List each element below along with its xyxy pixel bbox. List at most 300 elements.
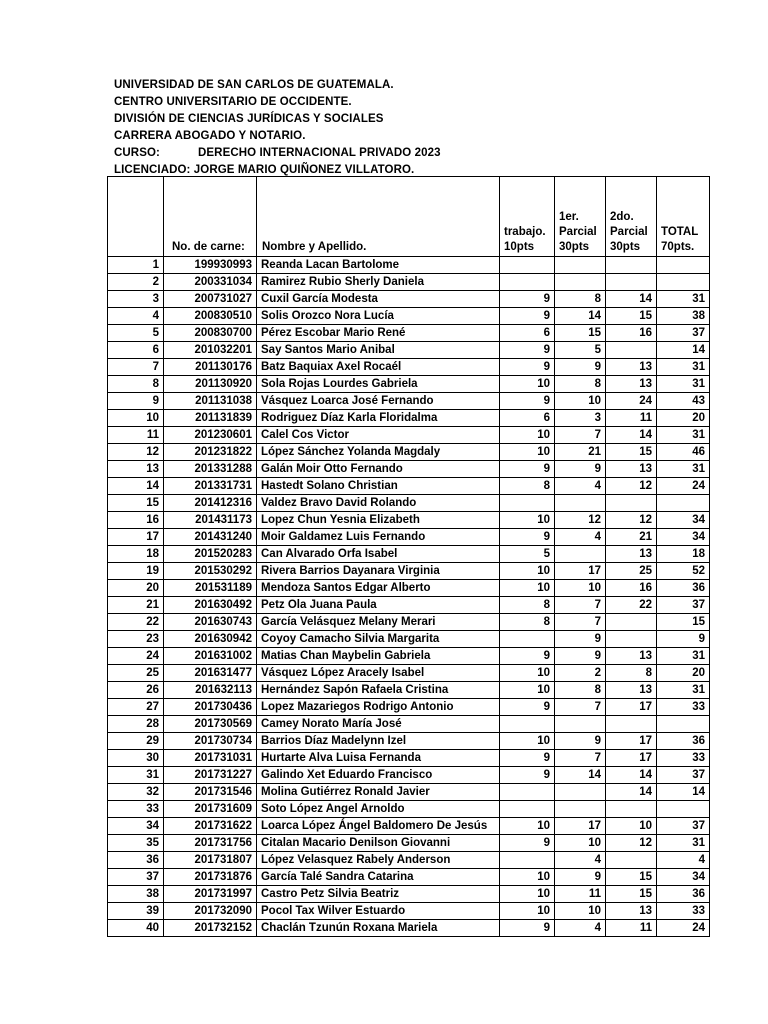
student-carne: 201230601 <box>164 427 257 444</box>
table-row <box>108 274 710 291</box>
table-row <box>108 495 710 512</box>
parcial2-score: 14 <box>606 291 657 308</box>
row-number: 34 <box>108 818 164 835</box>
student-name: Barrios Díaz Madelynn Izel <box>257 733 500 750</box>
parcial1-score: 5 <box>555 342 606 359</box>
trabajo-score: 9 <box>500 461 555 478</box>
total-score: 14 <box>657 784 710 801</box>
student-carne: 201731756 <box>164 835 257 852</box>
total-score: 31 <box>657 648 710 665</box>
course-value: DERECHO INTERNACIONAL PRIVADO 2023 <box>198 147 441 159</box>
student-name: García Velásquez Melany Merari <box>257 614 500 631</box>
student-carne: 201331288 <box>164 461 257 478</box>
row-number: 10 <box>108 410 164 427</box>
total-score: 34 <box>657 869 710 886</box>
trabajo-score: 10 <box>500 376 555 393</box>
row-number: 30 <box>108 750 164 767</box>
row-number: 15 <box>108 495 164 512</box>
table-row <box>108 801 710 818</box>
parcial1-score: 9 <box>555 869 606 886</box>
grades-table <box>107 176 710 937</box>
parcial2-score: 10 <box>606 818 657 835</box>
parcial2-score: 15 <box>606 308 657 325</box>
university-name: UNIVERSIDAD DE SAN CARLOS DE GUATEMALA. <box>114 79 394 91</box>
student-carne: 201631002 <box>164 648 257 665</box>
student-name: Galán Moir Otto Fernando <box>257 461 500 478</box>
student-name: López Velasquez Rabely Anderson <box>257 852 500 869</box>
parcial2-score: 16 <box>606 325 657 342</box>
course-line <box>114 145 441 162</box>
student-carne: 201412316 <box>164 495 257 512</box>
center-name: CENTRO UNIVERSITARIO DE OCCIDENTE. <box>114 96 352 108</box>
parcial2-score: 13 <box>606 359 657 376</box>
parcial1-score: 15 <box>555 325 606 342</box>
student-carne: 201431240 <box>164 529 257 546</box>
parcial1-score: 4 <box>555 852 606 869</box>
table-row <box>108 291 710 308</box>
parcial2-score: 11 <box>606 410 657 427</box>
student-carne: 201520283 <box>164 546 257 563</box>
total-score <box>657 274 710 291</box>
table-row <box>108 444 710 461</box>
table-row <box>108 461 710 478</box>
trabajo-score: 10 <box>500 580 555 597</box>
trabajo-score <box>500 716 555 733</box>
parcial1-score: 10 <box>555 835 606 852</box>
trabajo-score: 9 <box>500 308 555 325</box>
table-row <box>108 342 710 359</box>
student-carne: 201530292 <box>164 563 257 580</box>
parcial1-score: 17 <box>555 563 606 580</box>
student-carne: 200331034 <box>164 274 257 291</box>
student-carne: 201730734 <box>164 733 257 750</box>
trabajo-score: 5 <box>500 546 555 563</box>
parcial1-score: 17 <box>555 818 606 835</box>
student-carne: 201732090 <box>164 903 257 920</box>
col-carne-header: No. de carne: <box>164 177 257 257</box>
parcial1-score: 7 <box>555 614 606 631</box>
student-name: Citalan Macario Denilson Giovanni <box>257 835 500 852</box>
student-carne: 201331731 <box>164 478 257 495</box>
parcial2-score: 14 <box>606 784 657 801</box>
parcial2-score <box>606 631 657 648</box>
table-header-row <box>108 177 710 257</box>
parcial2-score: 21 <box>606 529 657 546</box>
parcial1-score: 10 <box>555 903 606 920</box>
student-name: Lopez Chun Yesnia Elizabeth <box>257 512 500 529</box>
row-number: 27 <box>108 699 164 716</box>
student-carne: 201231822 <box>164 444 257 461</box>
col-parcial1-header: 1er. Parcial 30pts <box>555 177 606 257</box>
parcial2-score: 8 <box>606 665 657 682</box>
student-name: Rodriguez Díaz Karla Floridalma <box>257 410 500 427</box>
parcial1-score <box>555 257 606 274</box>
total-score: 37 <box>657 818 710 835</box>
row-number: 28 <box>108 716 164 733</box>
table-row <box>108 325 710 342</box>
trabajo-score: 6 <box>500 325 555 342</box>
student-name: Galindo Xet Eduardo Francisco <box>257 767 500 784</box>
table-row <box>108 767 710 784</box>
parcial1-score <box>555 274 606 291</box>
parcial1-score: 11 <box>555 886 606 903</box>
student-name: Vásquez López Aracely Isabel <box>257 665 500 682</box>
row-number: 20 <box>108 580 164 597</box>
table-row <box>108 852 710 869</box>
document-header <box>114 77 441 179</box>
row-number: 11 <box>108 427 164 444</box>
parcial1-score <box>555 495 606 512</box>
row-number: 4 <box>108 308 164 325</box>
student-name: Solis Orozco Nora Lucía <box>257 308 500 325</box>
parcial2-score: 13 <box>606 546 657 563</box>
table-row <box>108 750 710 767</box>
trabajo-score <box>500 274 555 291</box>
table-row <box>108 580 710 597</box>
parcial2-score <box>606 716 657 733</box>
trabajo-score: 10 <box>500 665 555 682</box>
table-row <box>108 512 710 529</box>
row-number: 23 <box>108 631 164 648</box>
table-row <box>108 410 710 427</box>
trabajo-score: 9 <box>500 359 555 376</box>
total-score: 46 <box>657 444 710 461</box>
student-carne: 201632113 <box>164 682 257 699</box>
total-score <box>657 257 710 274</box>
table-row <box>108 682 710 699</box>
student-name: Molina Gutiérrez Ronald Javier <box>257 784 500 801</box>
student-carne: 201731997 <box>164 886 257 903</box>
table-row <box>108 393 710 410</box>
table-row <box>108 308 710 325</box>
student-carne: 201131839 <box>164 410 257 427</box>
parcial2-score: 22 <box>606 597 657 614</box>
trabajo-score <box>500 631 555 648</box>
student-carne: 201731031 <box>164 750 257 767</box>
student-name: García Talé Sandra Catarina <box>257 869 500 886</box>
table-row <box>108 665 710 682</box>
student-name: Say Santos Mario Anibal <box>257 342 500 359</box>
parcial1-score: 10 <box>555 393 606 410</box>
trabajo-score: 8 <box>500 614 555 631</box>
col-total-header: TOTAL 70pts. <box>657 177 710 257</box>
student-carne: 201731227 <box>164 767 257 784</box>
table-row <box>108 920 710 937</box>
student-name: Petz Ola Juana Paula <box>257 597 500 614</box>
total-score: 38 <box>657 308 710 325</box>
col-number-header <box>108 177 164 257</box>
student-carne: 200830700 <box>164 325 257 342</box>
trabajo-score: 10 <box>500 903 555 920</box>
trabajo-score: 6 <box>500 410 555 427</box>
parcial2-score: 24 <box>606 393 657 410</box>
parcial2-score <box>606 801 657 818</box>
trabajo-score: 10 <box>500 733 555 750</box>
trabajo-score: 10 <box>500 512 555 529</box>
parcial2-score: 16 <box>606 580 657 597</box>
parcial1-score: 14 <box>555 308 606 325</box>
parcial1-score <box>555 546 606 563</box>
table-row <box>108 818 710 835</box>
row-number: 3 <box>108 291 164 308</box>
parcial1-score: 9 <box>555 461 606 478</box>
trabajo-score: 9 <box>500 342 555 359</box>
student-carne: 199930993 <box>164 257 257 274</box>
col-parcial2-header: 2do. Parcial 30pts <box>606 177 657 257</box>
row-number: 25 <box>108 665 164 682</box>
total-score: 14 <box>657 342 710 359</box>
student-name: Lopez Mazariegos Rodrigo Antonio <box>257 699 500 716</box>
student-carne: 201130920 <box>164 376 257 393</box>
row-number: 1 <box>108 257 164 274</box>
total-score: 31 <box>657 359 710 376</box>
parcial2-score: 15 <box>606 444 657 461</box>
student-name: Hastedt Solano Christian <box>257 478 500 495</box>
parcial2-score: 17 <box>606 750 657 767</box>
trabajo-score: 10 <box>500 444 555 461</box>
trabajo-score <box>500 801 555 818</box>
total-score: 31 <box>657 461 710 478</box>
total-score: 37 <box>657 597 710 614</box>
parcial2-score <box>606 257 657 274</box>
parcial1-score: 4 <box>555 529 606 546</box>
row-number: 7 <box>108 359 164 376</box>
parcial2-score <box>606 852 657 869</box>
total-score: 36 <box>657 580 710 597</box>
trabajo-score: 9 <box>500 393 555 410</box>
parcial2-score: 25 <box>606 563 657 580</box>
trabajo-score: 10 <box>500 427 555 444</box>
parcial2-score: 12 <box>606 512 657 529</box>
parcial1-score: 7 <box>555 750 606 767</box>
row-number: 16 <box>108 512 164 529</box>
trabajo-score <box>500 784 555 801</box>
table-row <box>108 784 710 801</box>
table-row <box>108 614 710 631</box>
student-carne: 201730436 <box>164 699 257 716</box>
student-name: Hurtarte Alva Luisa Fernanda <box>257 750 500 767</box>
trabajo-score: 10 <box>500 886 555 903</box>
parcial1-score: 7 <box>555 427 606 444</box>
total-score: 9 <box>657 631 710 648</box>
total-score: 31 <box>657 682 710 699</box>
total-score <box>657 495 710 512</box>
parcial1-score: 9 <box>555 631 606 648</box>
parcial1-score <box>555 784 606 801</box>
parcial2-score: 14 <box>606 767 657 784</box>
parcial1-score: 4 <box>555 920 606 937</box>
professor-line: LICENCIADO: JORGE MARIO QUIÑONEZ VILLATORO. <box>114 164 415 176</box>
parcial2-score: 15 <box>606 869 657 886</box>
parcial2-score: 13 <box>606 903 657 920</box>
total-score: 37 <box>657 767 710 784</box>
row-number: 9 <box>108 393 164 410</box>
total-score: 18 <box>657 546 710 563</box>
parcial1-score: 10 <box>555 580 606 597</box>
parcial2-score: 15 <box>606 886 657 903</box>
student-name: Can Alvarado Orfa Isabel <box>257 546 500 563</box>
trabajo-score <box>500 852 555 869</box>
trabajo-score: 8 <box>500 597 555 614</box>
student-name: Matias Chan Maybelin Gabriela <box>257 648 500 665</box>
row-number: 5 <box>108 325 164 342</box>
row-number: 29 <box>108 733 164 750</box>
total-score: 37 <box>657 325 710 342</box>
total-score: 52 <box>657 563 710 580</box>
row-number: 2 <box>108 274 164 291</box>
total-score: 34 <box>657 512 710 529</box>
row-number: 12 <box>108 444 164 461</box>
trabajo-score <box>500 495 555 512</box>
student-carne: 201731807 <box>164 852 257 869</box>
parcial2-score: 11 <box>606 920 657 937</box>
student-carne: 201731609 <box>164 801 257 818</box>
total-score <box>657 716 710 733</box>
grades-table-body <box>108 257 710 937</box>
trabajo-score: 9 <box>500 529 555 546</box>
row-number: 21 <box>108 597 164 614</box>
row-number: 32 <box>108 784 164 801</box>
table-row <box>108 359 710 376</box>
student-name: López Sánchez Yolanda Magdaly <box>257 444 500 461</box>
student-name: Pérez Escobar Mario René <box>257 325 500 342</box>
row-number: 31 <box>108 767 164 784</box>
student-carne: 201731622 <box>164 818 257 835</box>
total-score: 24 <box>657 920 710 937</box>
course-label: CURSO: <box>114 147 160 159</box>
total-score: 31 <box>657 427 710 444</box>
parcial1-score: 21 <box>555 444 606 461</box>
student-name: Valdez Bravo David Rolando <box>257 495 500 512</box>
student-name: Castro Petz Silvia Beatriz <box>257 886 500 903</box>
parcial2-score: 12 <box>606 835 657 852</box>
parcial2-score <box>606 274 657 291</box>
parcial2-score <box>606 342 657 359</box>
student-carne: 201630492 <box>164 597 257 614</box>
student-name: Cuxil García Modesta <box>257 291 500 308</box>
student-carne: 200830510 <box>164 308 257 325</box>
trabajo-score: 9 <box>500 835 555 852</box>
table-row <box>108 427 710 444</box>
table-row <box>108 648 710 665</box>
row-number: 19 <box>108 563 164 580</box>
total-score: 15 <box>657 614 710 631</box>
total-score: 36 <box>657 886 710 903</box>
table-row <box>108 869 710 886</box>
student-carne: 201131038 <box>164 393 257 410</box>
parcial2-score: 13 <box>606 682 657 699</box>
parcial2-score <box>606 614 657 631</box>
student-carne: 201731876 <box>164 869 257 886</box>
student-name: Loarca López Ángel Baldomero De Jesús <box>257 818 500 835</box>
parcial1-score: 7 <box>555 699 606 716</box>
parcial1-score: 2 <box>555 665 606 682</box>
student-carne: 201631477 <box>164 665 257 682</box>
student-carne: 201730569 <box>164 716 257 733</box>
row-number: 35 <box>108 835 164 852</box>
parcial1-score: 8 <box>555 682 606 699</box>
total-score: 24 <box>657 478 710 495</box>
student-name: Vásquez Loarca José Fernando <box>257 393 500 410</box>
parcial1-score: 8 <box>555 376 606 393</box>
parcial2-score: 12 <box>606 478 657 495</box>
row-number: 17 <box>108 529 164 546</box>
row-number: 37 <box>108 869 164 886</box>
total-score: 33 <box>657 903 710 920</box>
row-number: 26 <box>108 682 164 699</box>
table-row <box>108 529 710 546</box>
trabajo-score: 9 <box>500 920 555 937</box>
student-name: Hernández Sapón Rafaela Cristina <box>257 682 500 699</box>
total-score: 4 <box>657 852 710 869</box>
parcial2-score: 17 <box>606 733 657 750</box>
table-row <box>108 903 710 920</box>
parcial1-score: 9 <box>555 648 606 665</box>
student-carne: 201731546 <box>164 784 257 801</box>
student-name: Coyoy Camacho Silvia Margarita <box>257 631 500 648</box>
table-row <box>108 631 710 648</box>
row-number: 38 <box>108 886 164 903</box>
total-score: 43 <box>657 393 710 410</box>
parcial2-score: 13 <box>606 461 657 478</box>
row-number: 6 <box>108 342 164 359</box>
parcial1-score <box>555 801 606 818</box>
parcial2-score: 14 <box>606 427 657 444</box>
parcial1-score: 9 <box>555 359 606 376</box>
student-name: Sola Rojas Lourdes Gabriela <box>257 376 500 393</box>
student-name: Camey Norato María José <box>257 716 500 733</box>
col-name-header: Nombre y Apellido. <box>257 177 500 257</box>
table-row <box>108 563 710 580</box>
student-name: Rivera Barrios Dayanara Virginia <box>257 563 500 580</box>
total-score: 36 <box>657 733 710 750</box>
table-row <box>108 597 710 614</box>
student-name: Calel Cos Victor <box>257 427 500 444</box>
student-carne: 201032201 <box>164 342 257 359</box>
student-carne: 201630942 <box>164 631 257 648</box>
row-number: 24 <box>108 648 164 665</box>
row-number: 39 <box>108 903 164 920</box>
row-number: 8 <box>108 376 164 393</box>
student-name: Batz Baquiax Axel Rocaél <box>257 359 500 376</box>
total-score <box>657 801 710 818</box>
trabajo-score: 9 <box>500 767 555 784</box>
student-name: Ramirez Rubio Sherly Daniela <box>257 274 500 291</box>
row-number: 14 <box>108 478 164 495</box>
trabajo-score: 10 <box>500 682 555 699</box>
table-row <box>108 478 710 495</box>
parcial1-score: 4 <box>555 478 606 495</box>
row-number: 18 <box>108 546 164 563</box>
total-score: 31 <box>657 835 710 852</box>
trabajo-score: 9 <box>500 648 555 665</box>
parcial1-score <box>555 716 606 733</box>
trabajo-score: 9 <box>500 750 555 767</box>
parcial1-score: 14 <box>555 767 606 784</box>
student-carne: 200731027 <box>164 291 257 308</box>
table-row <box>108 699 710 716</box>
student-carne: 201732152 <box>164 920 257 937</box>
row-number: 36 <box>108 852 164 869</box>
student-carne: 201630743 <box>164 614 257 631</box>
student-name: Moir Galdamez Luis Fernando <box>257 529 500 546</box>
row-number: 33 <box>108 801 164 818</box>
total-score: 20 <box>657 665 710 682</box>
division-name: DIVISIÓN DE CIENCIAS JURÍDICAS Y SOCIALES <box>114 113 384 125</box>
table-row <box>108 376 710 393</box>
row-number: 13 <box>108 461 164 478</box>
parcial2-score: 17 <box>606 699 657 716</box>
